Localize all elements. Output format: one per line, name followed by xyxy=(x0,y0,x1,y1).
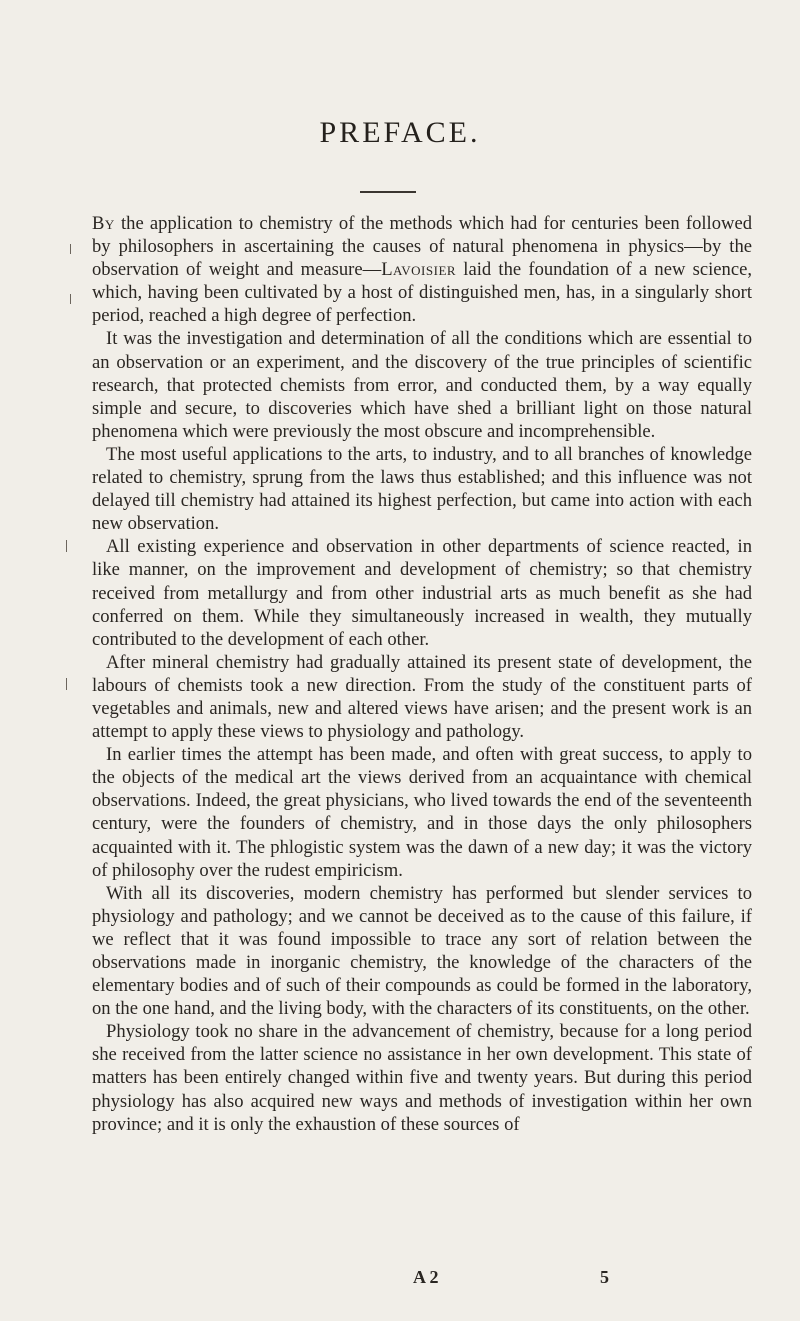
paragraph: It was the investigation and determination of all the conditions which are essential to an observation or an experiment, and the discovery of the true principles of scientific research, that protected chemists from error, and conducted them, by a way equally simple and secure, to discoveries which have shed a brilliant light on those natural phenomena which were previously the most obscure and incomprehensible. xyxy=(92,328,752,442)
paragraph: Physiology took no share in the advancement of chemistry, because for a long period she received from the latter science no assistance in her own development. This state of matters has been entirely changed within five and twenty years. But during this period physiology has also acquired new ways and methods of investigation within her own province; and it is only the exhaustion of these sources of xyxy=(92,1021,752,1135)
drop-lead: By xyxy=(92,213,115,234)
preface-text xyxy=(92,212,752,1136)
paragraph: The most useful applications to the arts, to industry, and to all branches of knowledge related to chemistry, sprung from the laws thus established; and this influence was not delayed till chemistry had attained its highest perfection, but came into action with each new observation. xyxy=(92,443,752,535)
paragraph: All existing experience and observation in other departments of science reacted, in like manner, on the improvement and development of chemistry; so that chemistry received from metallurgy and from other industrial arts as much benefit as she had conferred on them. While they simultaneously increased in wealth, they mutually contributed to the development of each other. xyxy=(92,536,752,650)
margin-mark xyxy=(70,244,71,254)
paragraph xyxy=(92,212,752,327)
margin-mark xyxy=(66,540,67,552)
margin-mark xyxy=(70,294,71,304)
paragraph-text: the application to chemistry of the methods which had for centuries been followed by philosophers in ascertaining the causes of natural phenomena in physics—by the observation of weight and measure— xyxy=(92,213,752,281)
paragraph: After mineral chemistry had gradually attained its present state of development, the labours of chemists took a new direction. From the study of the constituent parts of vegetables and animals, new and altered views have arisen; and the present work is an attempt to apply these views to physiology and pathology. xyxy=(92,651,752,743)
paragraph: In earlier times the attempt has been made, and often with great success, to apply to the objects of the medical art the views derived from an acquaintance with chemical observations. Indeed, the great physicians, who lived towards the end of the seventeenth century, were the founders of chemistry, and in those days the only philosophers acquainted with it. The phlogistic system was the dawn of a new day; it was the victory of philosophy over the rudest empiricism. xyxy=(92,744,752,881)
paragraph-text: laid the foundation of a new science, which, having been cultivated by a host of distinguished men, has, in a singularly short period, reached a high degree of perfection. xyxy=(92,259,752,327)
paragraph: With all its discoveries, modern chemistry has performed but slender services to physiology and pathology; and we cannot be deceived as to the cause of this failure, if we reflect that it was found impossible to trace any sort of relation between the observations made in inorganic chemistry, the knowledge of the characters of the elementary bodies and of such of their compounds as could be formed in the laboratory, on the one hand, and the living body, with the characters of its constituents, on the other. xyxy=(92,882,752,1020)
page-number: 5 xyxy=(600,1267,609,1287)
margin-mark xyxy=(66,678,67,690)
signature-mark: A 2 xyxy=(413,1267,439,1287)
page-title: PREFACE. xyxy=(319,116,481,149)
name-lavoisier: Lavoisier xyxy=(381,259,457,281)
title-rule xyxy=(360,191,416,193)
